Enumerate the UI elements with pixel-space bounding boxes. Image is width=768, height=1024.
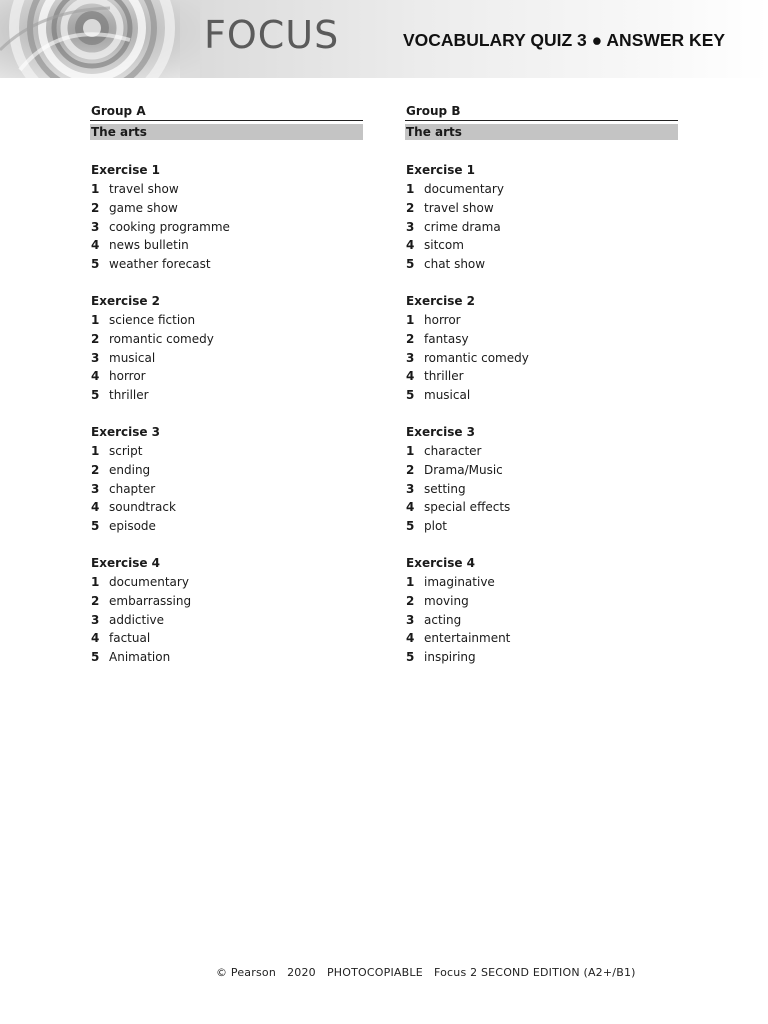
answer-text: factual: [109, 631, 151, 646]
answer-item: [90, 480, 363, 499]
answer-item: [90, 311, 363, 330]
answer-item: [405, 218, 678, 237]
answer-item: [405, 255, 678, 274]
answer-text: romantic comedy: [109, 331, 214, 346]
answer-number: 5: [406, 650, 415, 665]
answer-text: script: [109, 443, 143, 458]
answer-number: 1: [406, 182, 415, 196]
answer-text: episode: [109, 519, 156, 534]
answer-item: [405, 592, 678, 611]
answer-item: [90, 236, 363, 255]
exercise-title: Exercise 2: [91, 293, 161, 308]
answer-text: chat show: [424, 257, 486, 272]
answer-number: 5: [406, 257, 415, 272]
answer-item: [405, 180, 678, 199]
answer-item: [405, 349, 678, 368]
answer-text: science fiction: [109, 312, 196, 327]
exercise-title: Exercise 3: [406, 424, 476, 439]
topic-heading: The arts: [405, 124, 678, 140]
answer-number: 2: [406, 200, 415, 215]
exercise-title: Exercise 2: [406, 293, 476, 308]
exercise-title: Exercise 3: [91, 424, 161, 439]
answer-number: 4: [406, 238, 415, 253]
answer-number: 5: [91, 257, 100, 272]
exercise-section: [90, 423, 363, 536]
answer-number: 5: [406, 519, 415, 534]
answer-item: [90, 367, 363, 386]
answer-text: Drama/Music: [424, 462, 503, 477]
answer-number: 3: [91, 350, 100, 365]
answer-number: 4: [406, 500, 415, 515]
answer-item: [405, 442, 678, 461]
answer-text: chapter: [109, 481, 156, 496]
answer-item: [90, 461, 363, 480]
answer-number: 1: [91, 182, 100, 196]
exercise-section: [90, 161, 363, 274]
answer-item: [405, 517, 678, 536]
answer-item: [90, 611, 363, 630]
exercise-section: [405, 423, 678, 536]
answer-number: 3: [91, 481, 100, 496]
answer-number: 1: [91, 312, 100, 327]
answer-number: 4: [406, 631, 415, 646]
answer-item: [90, 330, 363, 349]
answer-text: soundtrack: [109, 500, 176, 515]
answer-text: acting: [424, 612, 462, 627]
answer-number: 5: [91, 650, 100, 665]
document-title: VOCABULARY QUIZ 3 ● ANSWER KEY: [403, 30, 726, 50]
answer-text: moving: [424, 593, 469, 608]
answer-item: [405, 498, 678, 517]
exercise-section: [405, 161, 678, 274]
answer-text: ending: [109, 462, 151, 477]
answer-item: [90, 386, 363, 405]
answer-item: [90, 255, 363, 274]
answer-number: 3: [406, 612, 415, 627]
answer-text: horror: [424, 312, 461, 327]
answer-item: [90, 517, 363, 536]
page-header: [0, 0, 768, 78]
answer-number: 4: [91, 500, 100, 515]
answer-item: [90, 442, 363, 461]
answer-number: 5: [91, 388, 100, 403]
answer-item: [90, 629, 363, 648]
exercise-title: Exercise 1: [406, 163, 476, 177]
answer-number: 3: [406, 481, 415, 496]
answer-text: Animation: [109, 650, 171, 665]
answer-text: cooking programme: [109, 219, 230, 234]
answer-item: [90, 349, 363, 368]
answer-number: 2: [91, 200, 100, 215]
answer-item: [405, 199, 678, 218]
answer-number: 5: [91, 519, 100, 534]
answer-number: 1: [406, 574, 415, 589]
answer-text: weather forecast: [109, 257, 211, 272]
answer-text: documentary: [109, 574, 189, 589]
answer-item: [90, 180, 363, 199]
answer-text: setting: [424, 481, 466, 496]
answer-number: 4: [91, 369, 100, 384]
answer-text: thriller: [424, 369, 464, 384]
answer-text: thriller: [109, 388, 149, 403]
answer-item: [90, 218, 363, 237]
answer-item: [90, 592, 363, 611]
answer-item: [405, 480, 678, 499]
answer-number: 2: [91, 462, 100, 477]
answer-number: 1: [406, 312, 415, 327]
answer-number: 3: [406, 219, 415, 234]
answer-number: 4: [91, 238, 100, 253]
answer-text: game show: [109, 200, 178, 215]
answer-number: 4: [406, 369, 415, 384]
group-a-column: [90, 102, 363, 667]
answer-item: [90, 648, 363, 667]
group-title: Group B: [405, 102, 678, 121]
answer-number: 2: [406, 462, 415, 477]
answer-text: character: [424, 443, 482, 458]
answer-item: [405, 386, 678, 405]
answer-text: travel show: [109, 182, 179, 196]
answer-item: [90, 573, 363, 592]
answer-item: [405, 367, 678, 386]
topic-heading: The arts: [90, 124, 363, 140]
answer-number: 3: [91, 612, 100, 627]
answer-item: [405, 611, 678, 630]
group-title: Group A: [90, 102, 363, 121]
answer-text: inspiring: [424, 650, 476, 665]
answer-item: [405, 648, 678, 667]
answer-text: special effects: [424, 500, 511, 515]
answer-item: [90, 498, 363, 517]
answer-text: sitcom: [424, 238, 464, 253]
answer-text: news bulletin: [109, 238, 189, 253]
answer-text: imaginative: [424, 574, 495, 589]
exercise-title: Exercise 4: [91, 555, 161, 570]
group-b-column: [405, 102, 678, 667]
answer-text: documentary: [424, 182, 504, 196]
answer-number: 1: [91, 574, 100, 589]
answer-item: [405, 573, 678, 592]
answer-item: [90, 199, 363, 218]
answer-text: addictive: [109, 612, 165, 627]
answer-number: 5: [406, 388, 415, 403]
answer-text: fantasy: [424, 331, 469, 346]
answer-text: musical: [424, 388, 471, 403]
brand-logo-text: FOCUS: [204, 13, 340, 57]
answer-number: 2: [406, 331, 415, 346]
answer-number: 3: [406, 350, 415, 365]
answer-text: romantic comedy: [424, 350, 529, 365]
answer-text: horror: [109, 369, 146, 384]
exercise-title: Exercise 1: [91, 163, 161, 177]
answer-text: plot: [424, 519, 447, 534]
answer-number: 1: [91, 443, 100, 458]
answer-text: travel show: [424, 200, 494, 215]
exercise-section: [90, 554, 363, 667]
answer-item: [405, 330, 678, 349]
answer-text: embarrassing: [109, 593, 192, 608]
answer-number: 1: [406, 443, 415, 458]
copyright-footer: © Pearson 2020 PHOTOCOPIABLE Focus 2 SECOND EDITION (A2+/B1): [216, 966, 636, 979]
answer-item: [405, 236, 678, 255]
exercise-section: [90, 292, 363, 405]
answer-number: 2: [406, 593, 415, 608]
answer-item: [405, 629, 678, 648]
answer-text: entertainment: [424, 631, 511, 646]
exercise-section: [405, 554, 678, 667]
answer-item: [405, 461, 678, 480]
exercise-section: [405, 292, 678, 405]
answer-number: 3: [91, 219, 100, 234]
answer-number: 2: [91, 331, 100, 346]
answer-number: 2: [91, 593, 100, 608]
answer-number: 4: [91, 631, 100, 646]
exercise-title: Exercise 4: [406, 555, 476, 570]
answer-text: crime drama: [424, 219, 501, 234]
focus-swirl-logo-icon: [0, 0, 200, 78]
answer-text: musical: [109, 350, 156, 365]
answer-item: [405, 311, 678, 330]
